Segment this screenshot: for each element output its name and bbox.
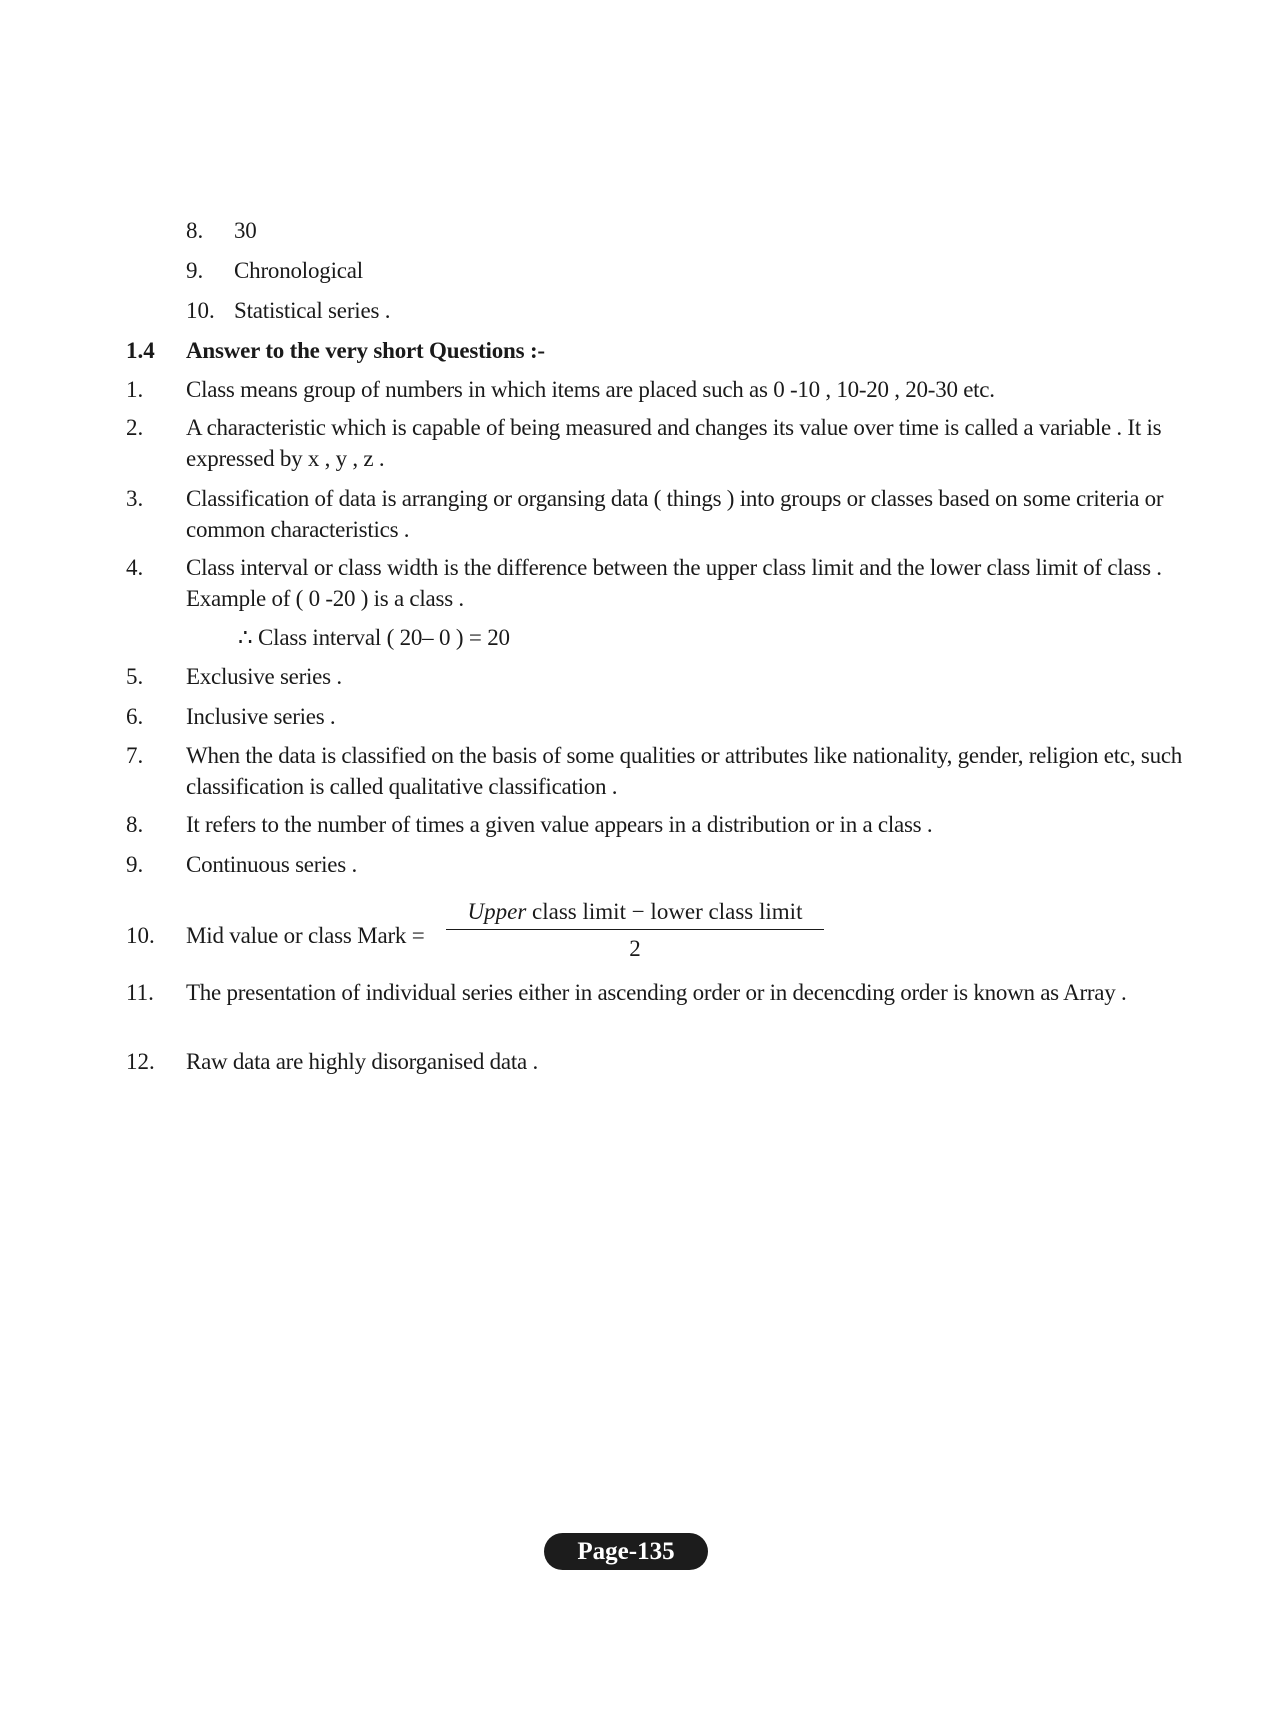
- list-item-text: Chronological: [234, 258, 363, 283]
- answer-text: When the data is classified on the basis of some qualities or attributes like nationality, gender, religion etc, such classification is called qualitative classification .: [186, 743, 1183, 799]
- answer-text: Raw data are highly disorganised data .: [186, 1049, 538, 1074]
- formula-numerator-italic: Upper: [467, 899, 527, 924]
- answer-number: 10.: [126, 923, 155, 948]
- answer-text: Continuous series .: [186, 852, 357, 877]
- list-number: 9.: [186, 258, 204, 283]
- class-mark-formula: [446, 897, 824, 964]
- list-item-text: Statistical series .: [234, 298, 391, 323]
- list-number: 10.: [186, 298, 215, 323]
- formula-denominator: 2: [629, 936, 641, 961]
- answer-number: 7.: [126, 743, 144, 768]
- answer-text: The presentation of individual series either in ascending order or in decencding order is known as Array .: [186, 980, 1127, 1005]
- answer-number: 11.: [126, 980, 154, 1005]
- answer-number: 9.: [126, 852, 144, 877]
- answer-number: 5.: [126, 664, 144, 689]
- answer-text: Class means group of numbers in which items are placed such as 0 -10 , 10-20 , 20-30 etc.: [186, 377, 995, 402]
- section-title: Answer to the very short Questions :-: [186, 338, 545, 363]
- answer-text: Class interval or class width is the difference between the upper class limit and the lower class limit of class . Example of ( 0 -20 ) is a class .: [186, 555, 1162, 611]
- section-number: 1.4: [126, 338, 155, 363]
- answer-number: 1.: [126, 377, 144, 402]
- list-item-text: 30: [234, 218, 257, 243]
- answer-number: 4.: [126, 555, 144, 580]
- answer-number: 6.: [126, 704, 144, 729]
- formula-numerator-rest: class limit − lower class limit: [526, 899, 803, 924]
- formula-numerator: [446, 897, 824, 930]
- answer-text: Inclusive series .: [186, 704, 336, 729]
- answer-text: Exclusive series .: [186, 664, 342, 689]
- answer-text: It refers to the number of times a given value appears in a distribution or in a class .: [186, 812, 933, 837]
- class-interval-result: ∴ Class interval ( 20– 0 ) = 20: [238, 625, 510, 650]
- answer-number: 3.: [126, 486, 144, 511]
- page-number-badge: Page-135: [544, 1533, 708, 1570]
- answer-number: 2.: [126, 415, 144, 440]
- answer-number: 8.: [126, 812, 144, 837]
- formula-label: Mid value or class Mark =: [186, 923, 425, 948]
- answer-number: 12.: [126, 1049, 155, 1074]
- answer-text: Classification of data is arranging or organsing data ( things ) into groups or classes based on some criteria or common characteristics .: [186, 486, 1164, 542]
- answer-text: A characteristic which is capable of being measured and changes its value over time is called a variable . It is expressed by x , y , z .: [186, 415, 1162, 471]
- list-number: 8.: [186, 218, 204, 243]
